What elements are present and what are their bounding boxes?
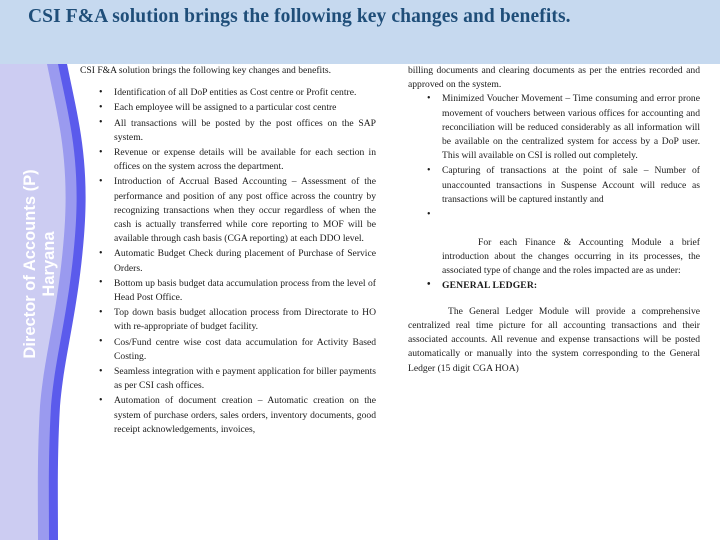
list-item: • Top down basis budget allocation process from Directorate to HO with re-appropriate of budget facility.	[80, 306, 376, 334]
list-item: • Automation of document creation – Automatic creation on the system of purchase orders, sales orders, inventory documents, good receipt acknowledgements, invoices,	[80, 394, 376, 437]
document-content	[0, 64, 720, 540]
list-item: • Revenue or expense details will be available for each section in offices on the system across the department.	[80, 146, 376, 174]
sidebar-title-line1: Director of Accounts (P)	[21, 169, 39, 359]
list-item: • Automatic Budget Check during placement of Purchase of Service Orders.	[80, 247, 376, 275]
list-item: • Cos/Fund centre wise cost data accumulation for Activity Based Costing.	[80, 336, 376, 364]
benefits-list-right	[408, 64, 700, 376]
list-item: • Each employee will be assigned to a particular cost centre	[80, 101, 376, 115]
list-item: • Seamless integration with e payment application for biller payments as per CSI cash offices.	[80, 365, 376, 393]
sidebar-title-line2: Haryana	[40, 231, 58, 297]
list-item: • Bottom up basis budget data accumulation process from the level of Head Post Office.	[80, 277, 376, 305]
list-item: • GENERAL LEDGER:	[408, 279, 700, 293]
benefits-list-left	[80, 86, 376, 437]
document-lead-line: CSI F&A solution brings the following key changes and benefits.	[80, 65, 332, 76]
list-item: • Minimized Voucher Movement – Time consuming and error prone movement of vouchers between various offices for accounting and reconciliation will be reduced considerably as all information will be available on the centralized system for access by a DoP user. This will available on CSI is rolled out completely.	[408, 92, 700, 163]
list-item	[408, 208, 700, 222]
slide-header-band	[0, 0, 720, 64]
document-column-right	[408, 64, 700, 376]
list-item: • Introduction of Accrual Based Accounting – Assessment of the performance and position of any post office across the country by recognizing transactions when they occur regardless of when the cash is actually transferred while core reporting to MOF will be available through cash basis (CGA reporting) at each DDO level.	[80, 175, 376, 246]
document-column-left	[80, 64, 376, 438]
page-title: CSI F&A solution brings the following key changes and benefits.	[28, 6, 571, 27]
list-item: • All transactions will be posted by the post offices on the SAP system.	[80, 117, 376, 145]
document-paragraph: For each Finance & Accounting Module a brief introduction about the changes occurring in its processes, the associated type of change and the roles impacted are as under:	[442, 237, 700, 277]
list-item: • Capturing of transactions at the point of sale – Number of unaccounted transactions in Suspense Account will reduce as transactions will be captured instantly and	[408, 164, 700, 207]
list-item: • Identification of all DoP entities as Cost centre or Profit centre.	[80, 86, 376, 100]
document-paragraph: The General Ledger Module will provide a comprehensive centralized real time picture for all accounting transactions and their associated accounts. All revenue and expense transactions will be posted automatically or manually into the system corresponding to the General Ledger (15 digit CGA HOA)	[408, 305, 700, 374]
list-item: billing documents and clearing documents as per the entries recorded and approved on the system.	[408, 65, 700, 91]
